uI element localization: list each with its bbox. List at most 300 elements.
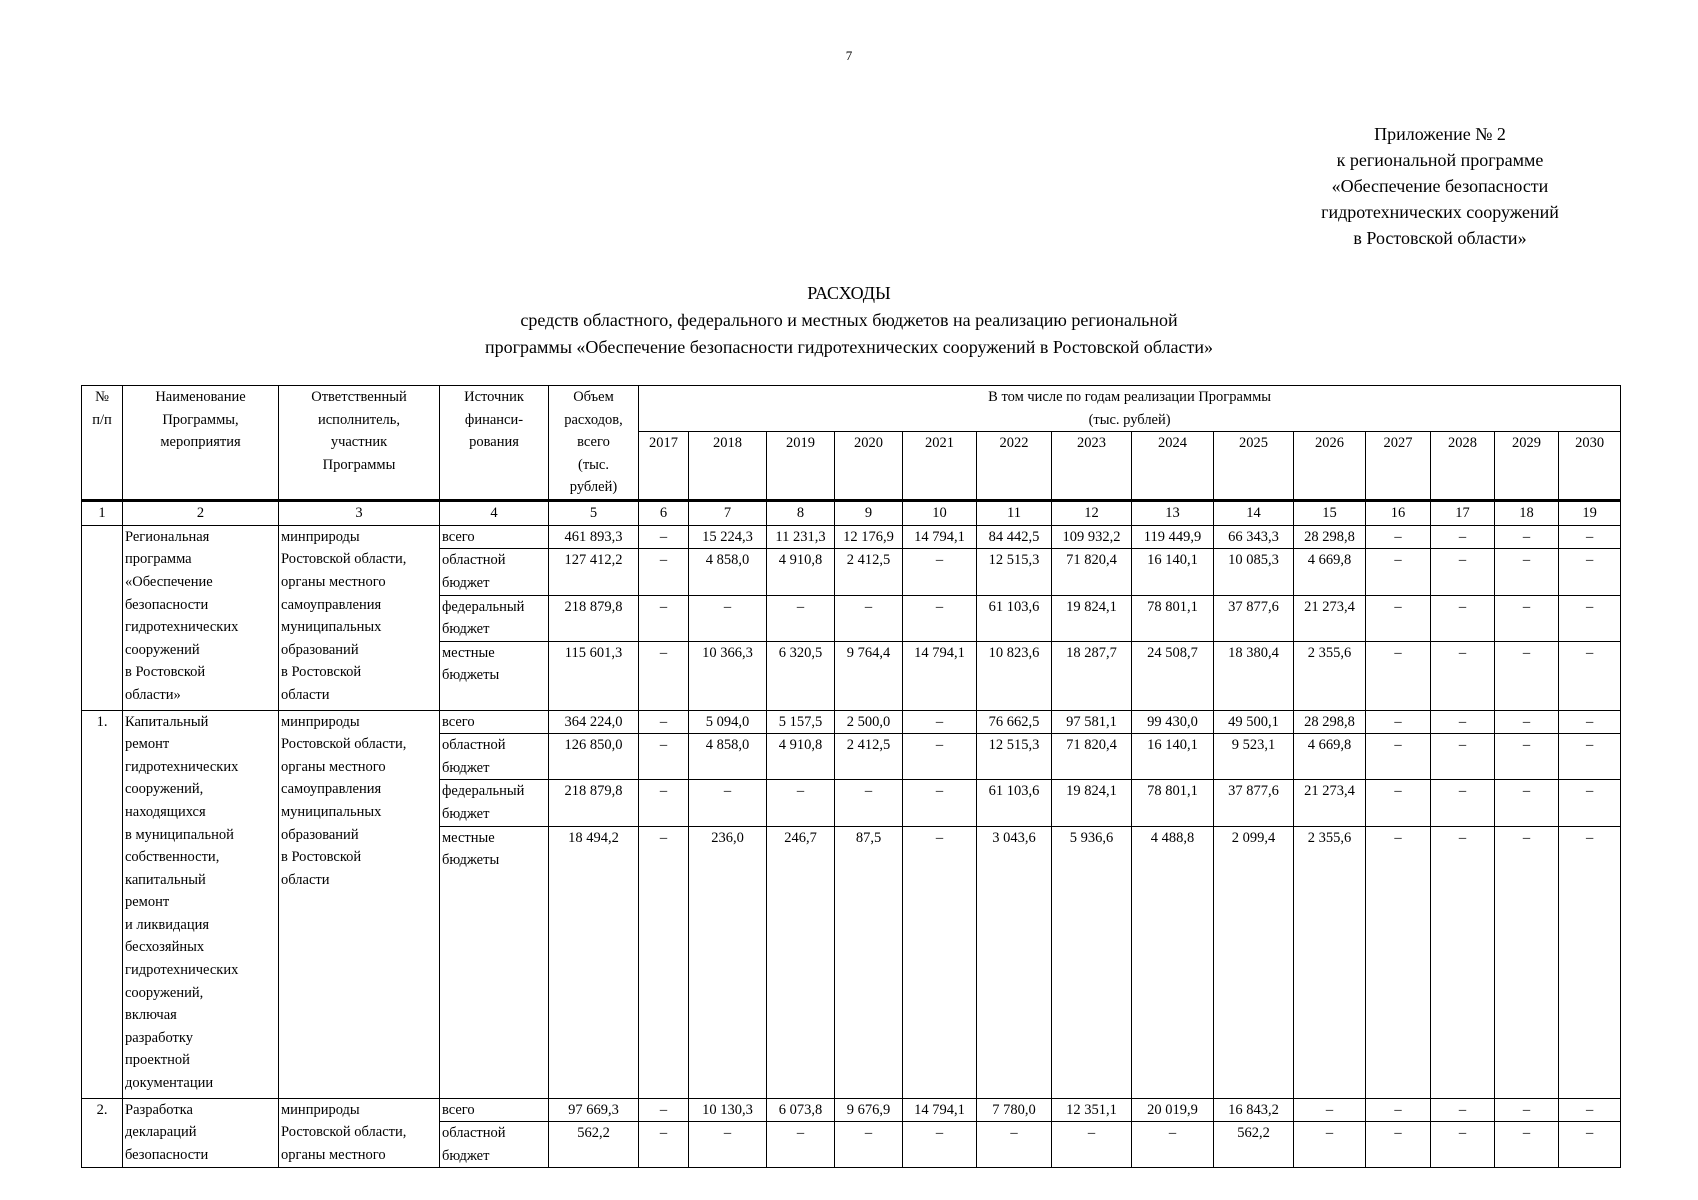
year-amount: – [903,734,977,780]
header-years-group-line: (тыс. рублей) [1088,411,1171,428]
header-year: 2024 [1132,432,1214,501]
program-name-line: разработку [125,1029,193,1046]
financing-source-line: бюджет [442,1147,490,1164]
header-col-total [549,386,639,501]
year-amount: 16 843,2 [1214,1098,1294,1122]
financing-source-line: местные [442,829,495,846]
financing-source [440,641,549,710]
total-amount: 127 412,2 [549,549,639,595]
year-amount: 14 794,1 [903,641,977,710]
year-amount: – [903,780,977,826]
column-number: 11 [977,501,1052,526]
year-amount: 2 412,5 [835,734,903,780]
year-amount: – [903,710,977,734]
header-col-source-line: рования [469,434,519,451]
year-amount: – [1052,1122,1132,1168]
year-amount: 21 273,4 [1294,595,1366,641]
column-number: 4 [440,501,549,526]
year-amount: 71 820,4 [1052,734,1132,780]
column-number: 14 [1214,501,1294,526]
program-name-line: сооружений, [125,781,204,798]
responsible-executor-line: образований [281,641,359,658]
column-number: 16 [1366,501,1431,526]
year-amount: 15 224,3 [689,525,767,549]
header-col-name [123,386,279,501]
year-amount: 16 140,1 [1132,734,1214,780]
year-amount: – [1366,641,1431,710]
year-amount: – [689,595,767,641]
total-amount: 218 879,8 [549,780,639,826]
year-amount: 2 412,5 [835,549,903,595]
year-amount: – [1559,525,1621,549]
responsible-executor-line: области [281,686,330,703]
year-amount: – [1431,525,1495,549]
year-amount: – [1132,1122,1214,1168]
year-amount: – [1431,780,1495,826]
year-amount: – [1559,710,1621,734]
program-name-line: безопасности [125,1146,209,1163]
year-amount: 16 140,1 [1132,549,1214,595]
year-amount: 78 801,1 [1132,780,1214,826]
responsible-executor-line: области [281,871,330,888]
column-number: 19 [1559,501,1621,526]
year-amount: – [1294,1098,1366,1122]
financing-source [440,734,549,780]
year-amount: – [689,1122,767,1168]
column-number: 9 [835,501,903,526]
financing-source-line: всего [442,528,475,545]
year-amount: 97 581,1 [1052,710,1132,734]
year-amount: 7 780,0 [977,1098,1052,1122]
year-amount: 12 515,3 [977,734,1052,780]
year-amount: – [1495,734,1559,780]
total-amount: 18 494,2 [549,826,639,1098]
header-col-responsible-line: Программы [322,456,396,473]
program-name-line: безопасности [125,596,209,613]
total-amount: 364 224,0 [549,710,639,734]
year-amount: – [1431,1098,1495,1122]
year-amount: – [835,595,903,641]
year-amount: – [639,826,689,1098]
year-amount: – [835,780,903,826]
year-amount: 99 430,0 [1132,710,1214,734]
header-year: 2019 [767,432,835,501]
responsible-executor-line: Ростовской области, [281,1124,407,1141]
financing-source-line: бюджет [442,805,490,822]
financing-source [440,826,549,1098]
year-amount: – [1495,1122,1559,1168]
responsible-executor-line: органы местного [281,758,386,775]
row-number: 2. [82,1098,123,1168]
program-name-line: программа [125,551,192,568]
header-col-name-line: мероприятия [160,434,241,451]
program-name-line: собственности, [125,849,220,866]
header-col-total-line: Объем [573,389,614,405]
header-col-source-line: Источник [464,389,524,405]
program-name [123,525,279,710]
column-number: 8 [767,501,835,526]
year-amount: – [1431,641,1495,710]
header-col-responsible-line: Ответственный [311,389,407,405]
year-amount: 28 298,8 [1294,710,1366,734]
responsible-executor [279,710,440,1098]
year-amount: – [1431,826,1495,1098]
financing-source [440,549,549,595]
year-amount: 4 910,8 [767,734,835,780]
program-name-line: сооружений [125,641,200,658]
column-number: 5 [549,501,639,526]
year-amount: 18 380,4 [1214,641,1294,710]
year-amount: 2 099,4 [1214,826,1294,1098]
year-amount: – [639,641,689,710]
year-amount: 10 130,3 [689,1098,767,1122]
year-amount: – [1495,780,1559,826]
header-col-total-line: (тыс. [578,456,609,473]
header-col-responsible-line: исполнитель, [317,411,400,428]
year-amount: – [639,1098,689,1122]
responsible-executor-line: минприроды [281,528,360,545]
year-amount: 87,5 [835,826,903,1098]
financing-source-line: бюджеты [442,667,500,684]
financing-source-line: бюджеты [442,852,500,869]
year-amount: 10 366,3 [689,641,767,710]
financing-source-line: областной [442,737,506,754]
year-amount: 4 910,8 [767,549,835,595]
column-number: 10 [903,501,977,526]
responsible-executor-line: самоуправления [281,781,382,798]
header-year: 2022 [977,432,1052,501]
financing-source [440,780,549,826]
page-number: 7 [845,48,853,63]
program-name-line: деклараций [125,1124,197,1141]
year-amount: 20 019,9 [1132,1098,1214,1122]
table-row [82,710,1621,734]
year-amount: 71 820,4 [1052,549,1132,595]
appendix-line: в Ростовской области» [1353,228,1527,248]
header-col-name-line: Программы, [162,411,239,428]
financing-source [440,1122,549,1168]
document-title [0,280,1698,361]
column-number: 1 [82,501,123,526]
year-amount: – [1366,1122,1431,1168]
year-amount: – [977,1122,1052,1168]
program-name-line: Региональная [125,528,210,545]
column-number: 13 [1132,501,1214,526]
header-year: 2030 [1559,432,1621,501]
year-amount: 66 343,3 [1214,525,1294,549]
year-amount: 2 355,6 [1294,826,1366,1098]
year-amount: – [903,549,977,595]
program-name-line: области» [125,686,181,703]
appendix-line: к региональной программе [1336,150,1544,170]
financing-source [440,525,549,549]
year-amount: – [1495,826,1559,1098]
column-number: 18 [1495,501,1559,526]
column-number: 7 [689,501,767,526]
year-amount: 3 043,6 [977,826,1052,1098]
financing-source-line: бюджет [442,574,490,591]
year-amount: – [1366,826,1431,1098]
year-amount: – [1559,641,1621,710]
year-amount: – [1559,595,1621,641]
year-amount: – [903,595,977,641]
financing-source-line: федеральный [442,598,525,615]
program-name-line: документации [125,1075,214,1092]
year-amount: 4 858,0 [689,734,767,780]
program-name-line: сооружений, [125,984,204,1001]
year-amount: – [1495,595,1559,641]
year-amount: 562,2 [1214,1122,1294,1168]
responsible-executor-line: минприроды [281,713,360,730]
year-amount: – [767,780,835,826]
year-amount: 21 273,4 [1294,780,1366,826]
header-years-group [639,386,1621,432]
year-amount: 4 858,0 [689,549,767,595]
program-name [123,710,279,1098]
year-amount: – [1495,641,1559,710]
year-amount: 19 824,1 [1052,780,1132,826]
year-amount: 10 823,6 [977,641,1052,710]
year-amount: – [1559,549,1621,595]
total-amount: 97 669,3 [549,1098,639,1122]
header-col-no [82,386,123,501]
responsible-executor [279,525,440,710]
total-amount: 115 601,3 [549,641,639,710]
program-name-line: в Ростовской [125,664,206,681]
year-amount: 14 794,1 [903,1098,977,1122]
responsible-executor-line: муниципальных [281,803,382,820]
year-amount: 12 515,3 [977,549,1052,595]
year-amount: 18 287,7 [1052,641,1132,710]
program-name-line: ремонт [125,736,170,753]
header-year: 2018 [689,432,767,501]
financing-source-line: бюджет [442,759,490,776]
financing-source [440,595,549,641]
header-col-no-line: п/п [92,411,112,428]
total-amount: 562,2 [549,1122,639,1168]
year-amount: – [767,595,835,641]
year-amount: – [1559,734,1621,780]
year-amount: – [767,1122,835,1168]
responsible-executor-line: органы местного [281,1146,386,1163]
year-amount: – [1495,525,1559,549]
year-amount: 37 877,6 [1214,595,1294,641]
column-number: 17 [1431,501,1495,526]
year-amount: 78 801,1 [1132,595,1214,641]
year-amount: – [1495,1098,1559,1122]
year-amount: – [639,1122,689,1168]
year-amount: 246,7 [767,826,835,1098]
total-amount: 218 879,8 [549,595,639,641]
year-amount: 4 488,8 [1132,826,1214,1098]
year-amount: 2 355,6 [1294,641,1366,710]
title-subtitle-line: средств областного, федерального и местных бюджетов на реализацию региональной [520,310,1178,330]
financing-source-line: местные [442,644,495,661]
financing-source [440,1098,549,1122]
year-amount: – [639,780,689,826]
year-amount: – [1366,734,1431,780]
year-amount: – [1366,525,1431,549]
appendix-note [1290,121,1590,251]
year-amount: 109 932,2 [1052,525,1132,549]
year-amount: – [1495,710,1559,734]
year-amount: – [639,595,689,641]
year-amount: – [1366,710,1431,734]
responsible-executor-line: в Ростовской [281,664,362,681]
year-amount: – [1366,549,1431,595]
year-amount: – [1366,1098,1431,1122]
title-heading: РАСХОДЫ [807,283,891,303]
year-amount: 76 662,5 [977,710,1052,734]
table-row [82,1098,1621,1122]
financing-source-line: всего [442,1101,475,1118]
program-name [123,1098,279,1168]
financing-source-line: всего [442,713,475,730]
program-name-line: ремонт [125,894,170,911]
year-amount: – [689,780,767,826]
year-amount: 2 500,0 [835,710,903,734]
year-amount: – [1559,1098,1621,1122]
financing-source-line: областной [442,1125,506,1142]
responsible-executor-line: образований [281,826,359,843]
responsible-executor-line: в Ростовской [281,849,362,866]
row-number: 1. [82,710,123,1098]
year-amount: 28 298,8 [1294,525,1366,549]
header-col-responsible-line: участник [330,434,388,451]
program-name-line: Разработка [125,1101,193,1118]
header-year: 2023 [1052,432,1132,501]
year-amount: – [639,549,689,595]
program-name-line: бесхозяйных [125,939,205,956]
header-year: 2027 [1366,432,1431,501]
program-name-line: включая [125,1007,177,1024]
program-name-line: гидротехнических [125,758,239,775]
year-amount: 19 824,1 [1052,595,1132,641]
year-amount: – [1559,1122,1621,1168]
program-name-line: и ликвидация [125,916,210,933]
header-col-source-line: финанси- [464,411,524,428]
year-amount: 9 676,9 [835,1098,903,1122]
year-amount: 61 103,6 [977,780,1052,826]
year-amount: – [903,1122,977,1168]
responsible-executor-line: Ростовской области, [281,736,407,753]
total-amount: 461 893,3 [549,525,639,549]
header-col-total-line: рублей) [569,479,618,496]
year-amount: – [1366,595,1431,641]
header-year: 2026 [1294,432,1366,501]
column-number: 15 [1294,501,1366,526]
financing-source-line: федеральный [442,783,525,800]
program-name-line: гидротехнических [125,962,239,979]
financing-source-line: областной [442,552,506,569]
header-col-source [440,386,549,501]
column-number: 3 [279,501,440,526]
appendix-line: «Обеспечение безопасности [1331,176,1549,196]
header-col-no-line: № [95,389,109,405]
responsible-executor-line: органы местного [281,573,386,590]
year-amount: 9 764,4 [835,641,903,710]
responsible-executor [279,1098,440,1168]
year-amount: 12 176,9 [835,525,903,549]
year-amount: 14 794,1 [903,525,977,549]
year-amount: 84 442,5 [977,525,1052,549]
row-number [82,525,123,710]
year-amount: – [1431,595,1495,641]
program-name-line: в муниципальной [125,826,234,843]
year-amount: 24 508,7 [1132,641,1214,710]
responsible-executor-line: самоуправления [281,596,382,613]
year-amount: – [1495,549,1559,595]
year-amount: 12 351,1 [1052,1098,1132,1122]
year-amount: 61 103,6 [977,595,1052,641]
year-amount: – [1294,1122,1366,1168]
year-amount: 4 669,8 [1294,734,1366,780]
program-name-line: проектной [125,1052,190,1069]
header-years-group-line: В том числе по годам реализации Программы [988,389,1272,405]
header-year: 2028 [1431,432,1495,501]
header-row [82,386,1621,432]
year-amount: – [1431,734,1495,780]
header-year: 2017 [639,432,689,501]
appendix-line: гидротехнических сооружений [1321,202,1559,222]
year-amount: – [1559,826,1621,1098]
year-amount: – [1559,780,1621,826]
program-name-line: находящихся [125,803,206,820]
header-year: 2025 [1214,432,1294,501]
column-numbers-row [82,501,1621,526]
header-year: 2029 [1495,432,1559,501]
year-amount: 9 523,1 [1214,734,1294,780]
title-subtitle-line: программы «Обеспечение безопасности гидротехнических сооружений в Ростовской области» [485,337,1213,357]
year-amount: 6 073,8 [767,1098,835,1122]
year-amount: – [1366,780,1431,826]
financing-source-line: бюджет [442,621,490,638]
column-number: 6 [639,501,689,526]
header-year: 2020 [835,432,903,501]
year-amount: – [903,826,977,1098]
year-amount: – [1431,549,1495,595]
header-col-total-line: расходов, [564,411,623,428]
responsible-executor-line: минприроды [281,1101,360,1118]
year-amount: – [835,1122,903,1168]
year-amount: 5 094,0 [689,710,767,734]
year-amount: 11 231,3 [767,525,835,549]
financing-source [440,710,549,734]
year-amount: – [639,525,689,549]
year-amount: 4 669,8 [1294,549,1366,595]
year-amount: 119 449,9 [1132,525,1214,549]
column-number: 12 [1052,501,1132,526]
year-amount: – [1431,1122,1495,1168]
total-amount: 126 850,0 [549,734,639,780]
program-name-line: Капитальный [125,713,209,730]
column-number: 2 [123,501,279,526]
header-col-name-line: Наименование [155,389,246,405]
table-row [82,525,1621,549]
year-amount: 49 500,1 [1214,710,1294,734]
program-name-line: «Обеспечение [125,573,213,590]
year-amount: – [639,710,689,734]
year-amount: 10 085,3 [1214,549,1294,595]
header-col-responsible [279,386,440,501]
year-amount: – [1431,710,1495,734]
year-amount: 236,0 [689,826,767,1098]
expenses-table [81,385,1621,1168]
year-amount: – [639,734,689,780]
header-year: 2021 [903,432,977,501]
program-name-line: капитальный [125,871,206,888]
header-col-total-line: всего [577,434,610,451]
